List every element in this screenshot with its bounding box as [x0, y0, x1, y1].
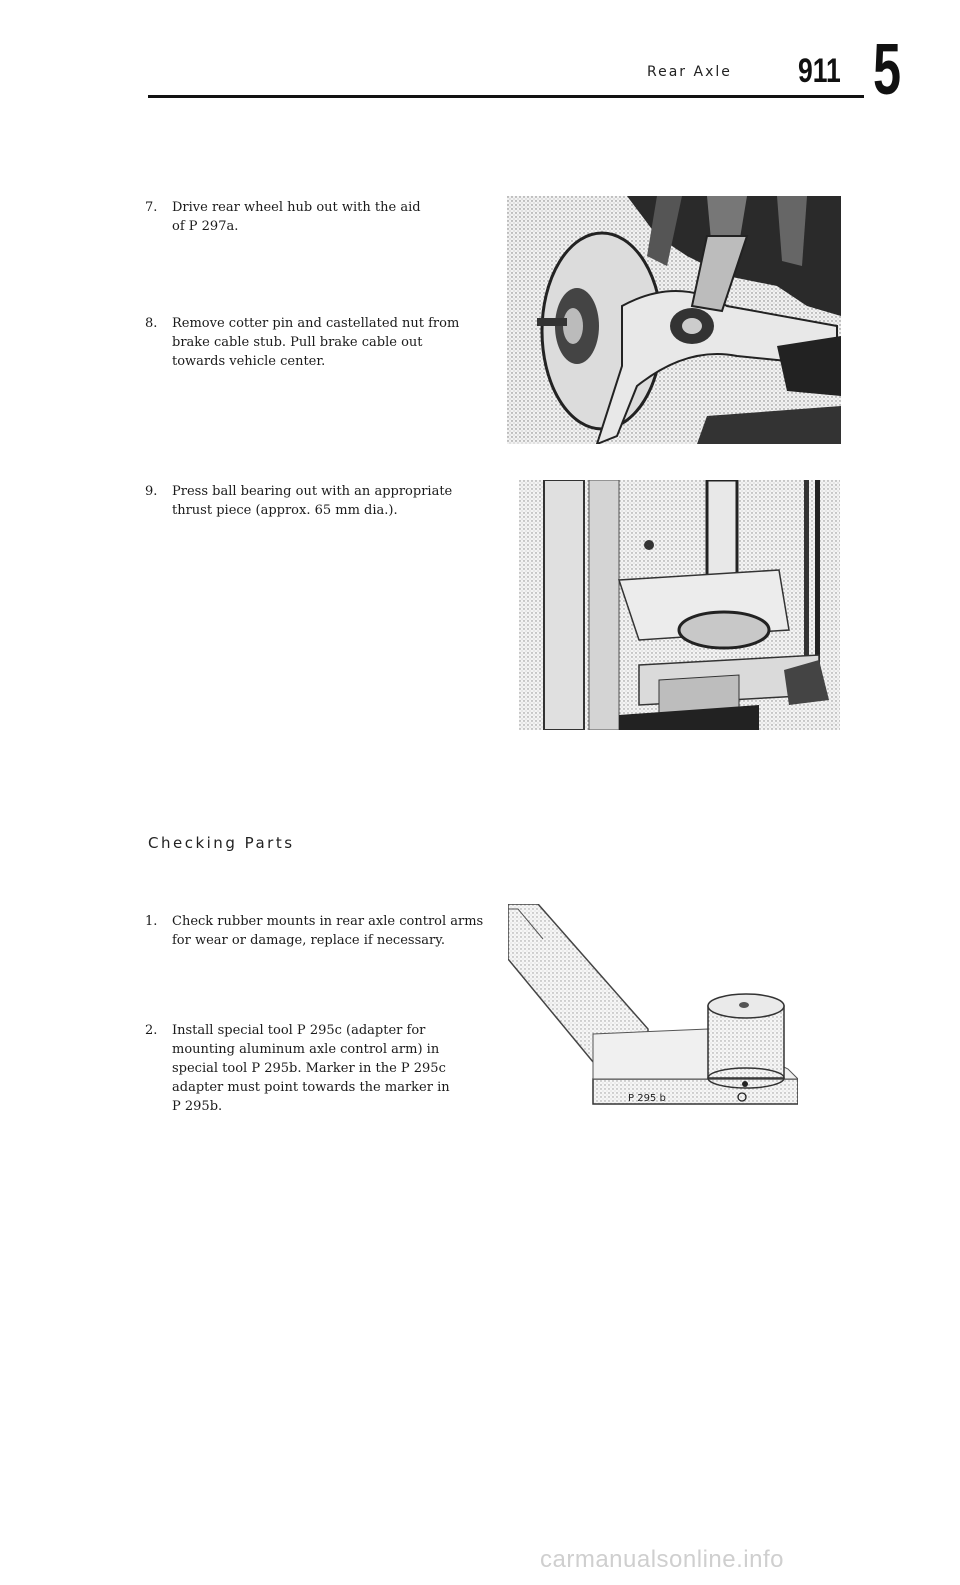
special-tool-illustration [508, 904, 798, 1114]
watermark: carmanualsonline.info [540, 1546, 784, 1573]
step-text: Drive rear wheel hub out with the aid of P 297a. [172, 200, 421, 234]
model-number: 911 [798, 52, 841, 90]
step-text: Remove cotter pin and castellated nut from brake cable stub. Pull brake cable out towards vehicle center. [172, 316, 460, 369]
step-number: 2. [145, 1023, 158, 1038]
section-heading: Checking Parts [148, 834, 295, 852]
bearing-press-photo [519, 480, 840, 730]
step-number: 8. [145, 316, 158, 331]
step-text: Press ball bearing out with an appropriate thrust piece (approx. 65 mm dia.). [172, 484, 453, 518]
step-text: Install special tool P 295c (adapter for mounting aluminum axle control arm) in special tool P 295b. Marker in the P 295c adapter must point towards the marker in P 295b. [172, 1023, 450, 1114]
section-number: 5 [873, 30, 902, 110]
step-7 [145, 198, 490, 236]
step-9 [145, 482, 490, 520]
section-title: Rear Axle [647, 64, 732, 80]
step-text: Check rubber mounts in rear axle control arms for wear or damage, replace if necessary. [172, 914, 484, 948]
header-rule [148, 95, 864, 98]
wheel-hub-photo [507, 196, 841, 444]
step-8 [145, 314, 490, 371]
step-2 [145, 1021, 490, 1116]
step-1 [145, 912, 490, 950]
step-number: 1. [145, 914, 158, 929]
step-number: 9. [145, 484, 158, 499]
tool-label: P 295 b [628, 1093, 666, 1104]
step-number: 7. [145, 200, 158, 215]
